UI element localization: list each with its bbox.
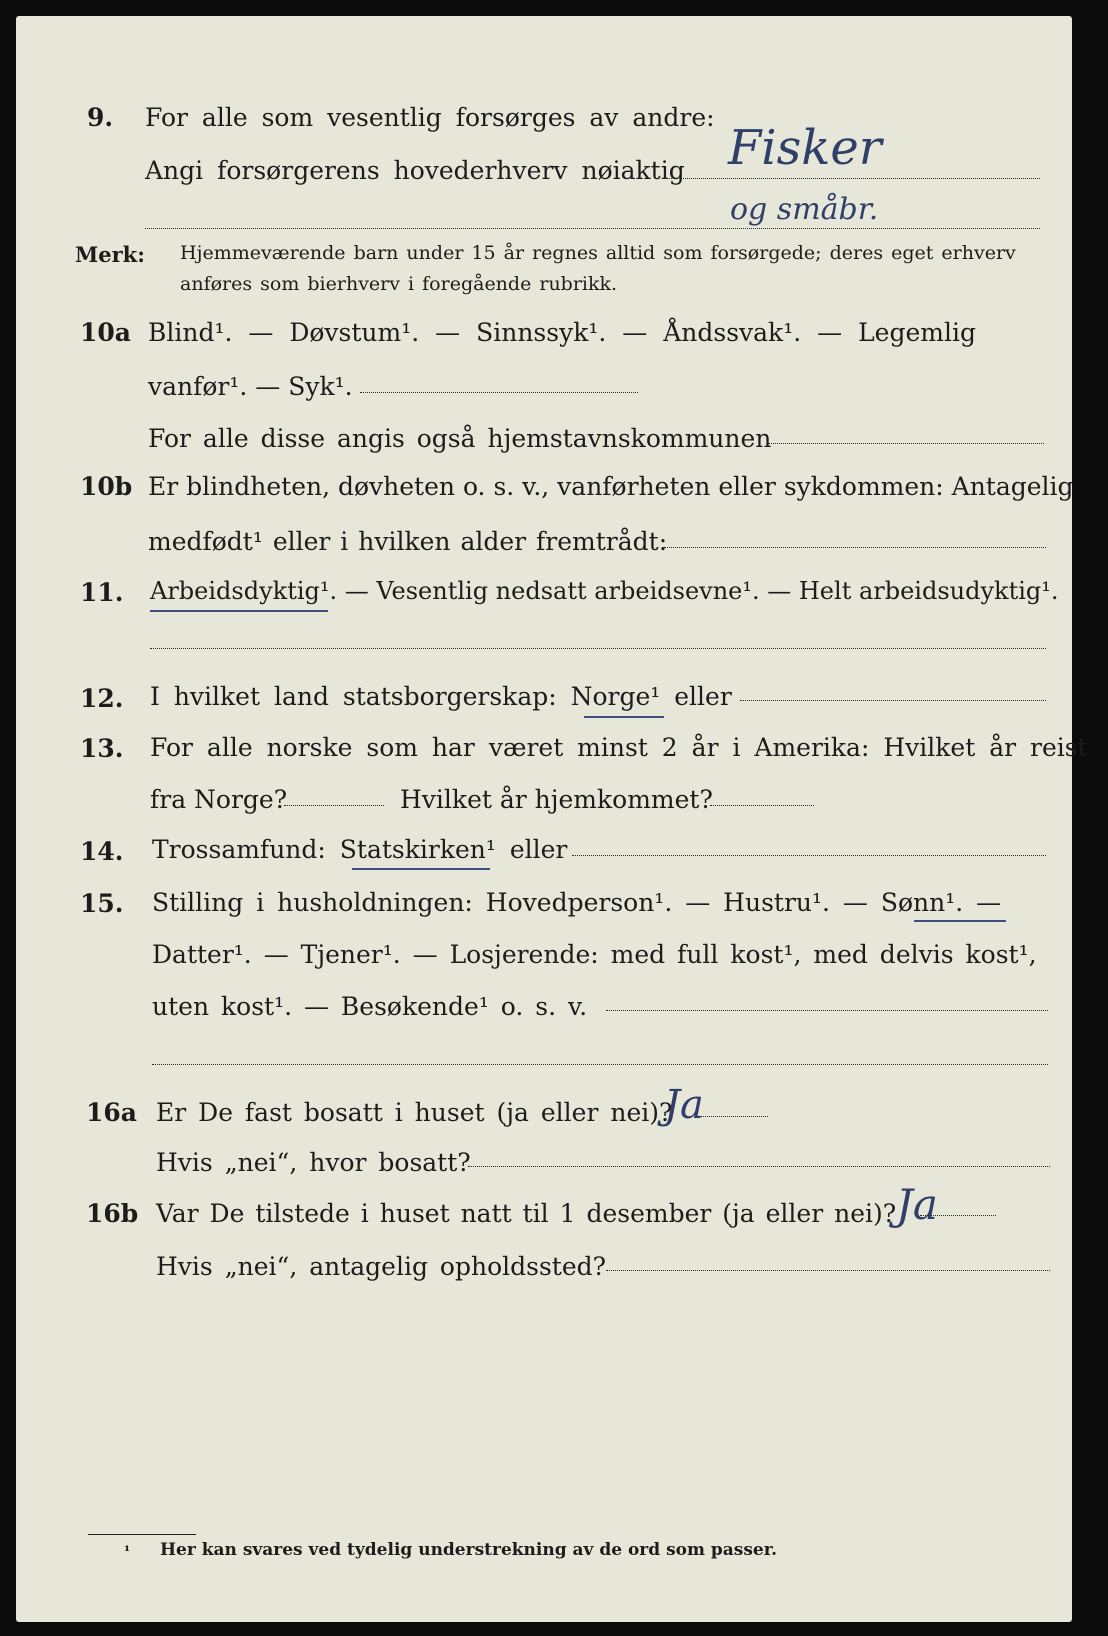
q10b-number: 10b (80, 472, 133, 501)
footnote-text: Her kan svares ved tydelig understrekning av de ord som passer. (160, 1540, 778, 1560)
q13-line1: For alle norske som har været minst 2 år i Amerika: Hvilket år reist (150, 733, 1088, 762)
q15-answer-line-2 (152, 1064, 1048, 1065)
merk-label: Merk: (75, 242, 145, 267)
q10a-line1: Blind¹. — Døvstum¹. — Sinnssyk¹. — Åndssvak¹. — Legemlig (148, 318, 976, 347)
q13-line2b: Hvilket år hjemkommet? (400, 785, 713, 814)
q12-underline-norge (584, 716, 664, 718)
q14-line1: Trossamfund: Statskirken¹ eller (152, 835, 568, 864)
q16b-line2: Hvis „nei“, antagelig opholdssted? (156, 1252, 607, 1281)
merk-line2: anføres som bierhverv i foregående rubrikk. (180, 273, 618, 295)
q16b-answer-line-1 (920, 1215, 996, 1216)
q11-underline-arbeidsdyktig (150, 610, 328, 612)
q13-number: 13. (80, 734, 124, 763)
q15-answer-line-1 (606, 1010, 1048, 1011)
q10a-line2: vanfør¹. — Syk¹. (148, 372, 353, 401)
q10b-line2: medfødt¹ eller i hvilken alder fremtrådt: (148, 527, 668, 556)
q15-line3: uten kost¹. — Besøkende¹ o. s. v. (152, 992, 588, 1021)
q16a-number: 16a (86, 1098, 137, 1127)
q9-answer-line-2 (145, 228, 1040, 229)
q15-number: 15. (80, 889, 124, 918)
q9-line1: For alle som vesentlig forsørges av andre: (145, 103, 715, 132)
q15-line2: Datter¹. — Tjener¹. — Losjerende: med full kost¹, med delvis kost¹, (152, 940, 1037, 969)
q10a-number: 10a (80, 318, 131, 347)
q12-line1: I hvilket land statsborgerskap: Norge¹ eller (150, 682, 732, 711)
q9-line2: Angi forsørgerens hovederhverv nøiaktig (145, 156, 685, 185)
merk-line1: Hjemmeværende barn under 15 år regnes alltid som forsørgede; deres eget erhverv (180, 242, 1016, 264)
q14-number: 14. (80, 837, 124, 866)
q16a-handwritten-answer: Ja (664, 1082, 704, 1128)
q10a-answer-line-2 (768, 443, 1044, 444)
footnote-mark: ¹ (124, 1544, 131, 1560)
q13-answer-line-hjemkommet (710, 805, 814, 806)
q14-answer-line (572, 855, 1046, 856)
q11-answer-line (150, 648, 1046, 649)
q9-handwritten-secondary: og småbr. (730, 192, 879, 227)
q12-number: 12. (80, 684, 124, 713)
footnote-rule (88, 1534, 196, 1535)
q15-line1: Stilling i husholdningen: Hovedperson¹. — Hustru¹. — Sønn¹. — (152, 888, 1002, 917)
q16b-answer-line-2 (606, 1270, 1050, 1271)
q16b-handwritten-answer: Ja (896, 1180, 938, 1229)
q9-number: 9. (87, 103, 114, 132)
q12-answer-line (740, 700, 1046, 701)
q10b-answer-line (664, 547, 1046, 548)
q16a-line2: Hvis „nei“, hvor bosatt? (156, 1148, 471, 1177)
q13-line2a: fra Norge? (150, 785, 288, 814)
q16a-answer-line-1 (700, 1116, 768, 1117)
q11-line1: Arbeidsdyktig¹. — Vesentlig nedsatt arbeidsevne¹. — Helt arbeidsudyktig¹. (150, 577, 1059, 605)
q9-handwritten-occupation: Fisker (728, 120, 882, 176)
q9-answer-line-1 (662, 178, 1040, 179)
q10a-answer-line-1 (360, 392, 638, 393)
q10a-line3: For alle disse angis også hjemstavnskommunen (148, 424, 772, 453)
q16a-line1: Er De fast bosatt i huset (ja eller nei)? (156, 1098, 673, 1127)
q16a-answer-line-2 (468, 1166, 1050, 1167)
q13-answer-line-reist (284, 805, 384, 806)
q10b-line1: Er blindheten, døvheten o. s. v., vanførheten eller sykdommen: Antagelig (148, 472, 1074, 501)
q16b-line1: Var De tilstede i huset natt til 1 desember (ja eller nei)? (156, 1199, 897, 1228)
q16b-number: 16b (86, 1199, 139, 1228)
q15-underline-sonn (914, 920, 1006, 922)
q11-number: 11. (80, 578, 124, 607)
q14-underline-statskirken (352, 868, 490, 870)
